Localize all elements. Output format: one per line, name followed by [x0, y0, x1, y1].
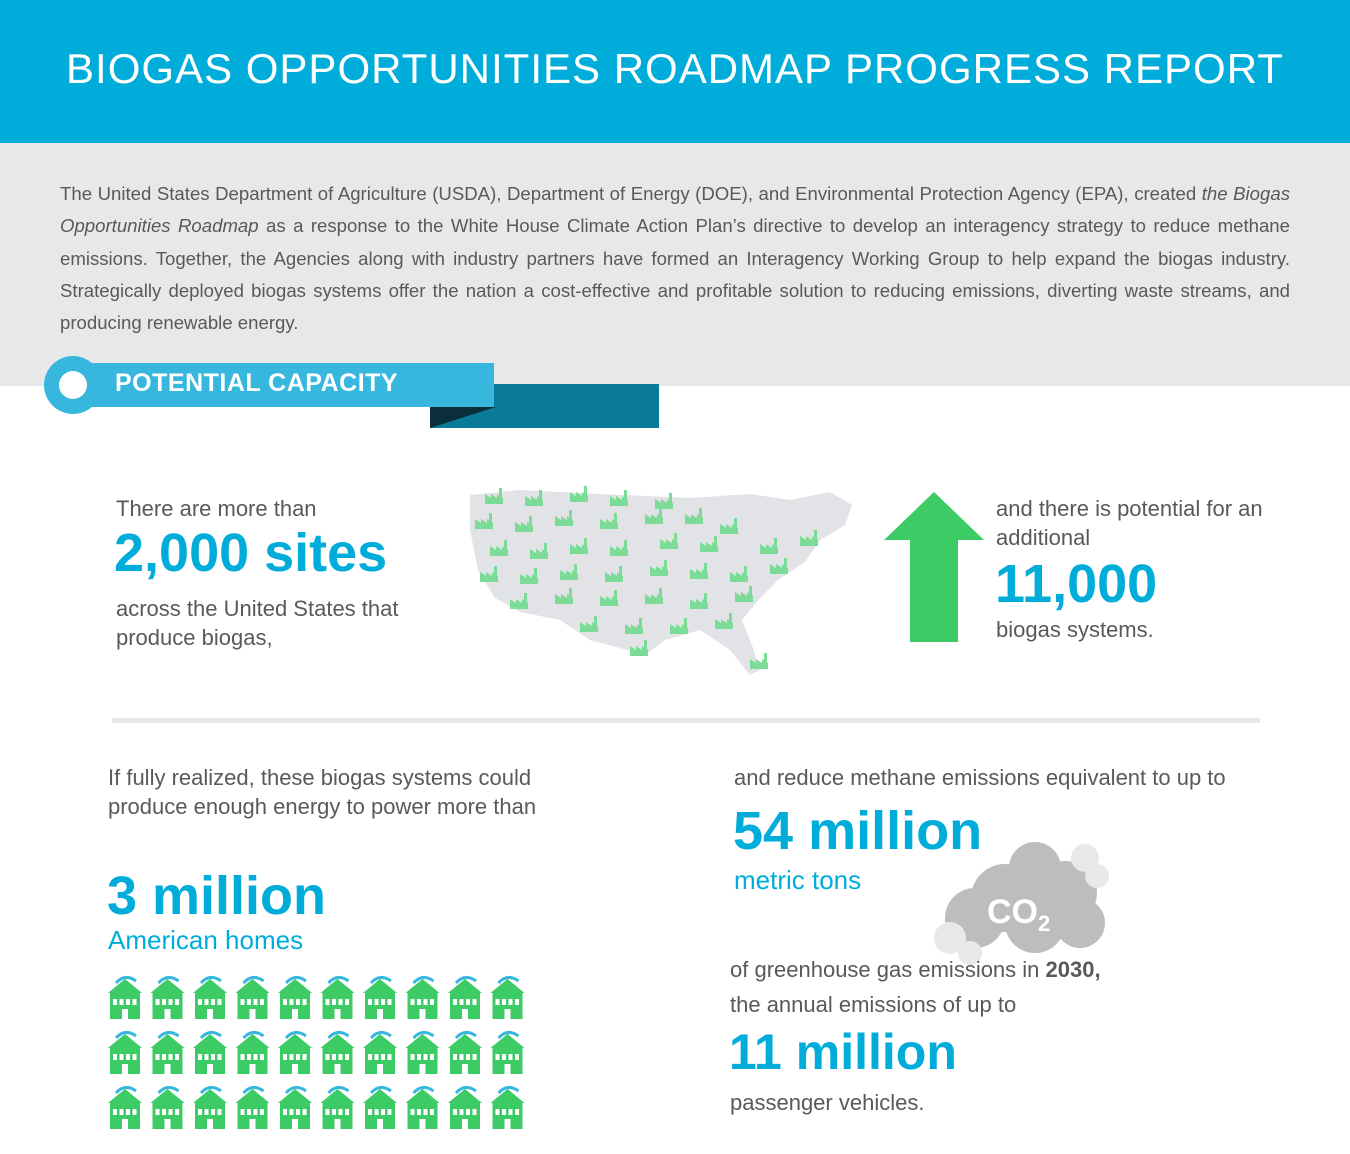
ghg-text: of greenhouse gas emissions in [730, 957, 1046, 982]
homes-intro-text: If fully realized, these biogas systems could produce enough energy to power more than [108, 765, 537, 819]
section-title: POTENTIAL CAPACITY [115, 369, 399, 397]
house-icon [278, 1087, 312, 1129]
co2-label: CO [987, 893, 1038, 931]
house-icon [236, 977, 270, 1019]
house-icon [363, 1032, 397, 1074]
house-icon [151, 977, 185, 1019]
page-title: BIOGAS OPPORTUNITIES ROADMAP PROGRESS REPORT [66, 45, 1284, 92]
house-icon [151, 1087, 185, 1129]
house-icon [278, 977, 312, 1019]
sites-number: 2,000 sites [114, 523, 388, 583]
homes-grid-icons [106, 973, 536, 1133]
factory-icon [570, 486, 588, 502]
vehicles-number: 11 million [729, 1024, 957, 1080]
house-icon [448, 1032, 482, 1074]
ghg-intro-text [730, 955, 1101, 984]
house-icon [151, 1032, 185, 1074]
section-divider [112, 718, 1260, 723]
house-icon [491, 977, 525, 1019]
section-badge-fold [430, 407, 496, 428]
house-icon [193, 1032, 227, 1074]
house-icon [193, 977, 227, 1019]
co2-subscript: 2 [1038, 911, 1051, 936]
house-icon [321, 1087, 355, 1129]
house-icon [406, 1032, 440, 1074]
house-icon [363, 977, 397, 1019]
methane-intro-text: and reduce methane emissions equivalent to up to [734, 765, 1226, 790]
vehicles-description: passenger vehicles. [730, 1090, 925, 1115]
house-icon [406, 977, 440, 1019]
house-icon [108, 1032, 142, 1074]
intro-paragraph [60, 178, 1290, 339]
factory-icon [610, 490, 628, 506]
factory-icon [485, 488, 503, 504]
ghg-year: 2030, [1045, 957, 1101, 982]
intro-text-italic: the Biogas Opportunities Roadmap [60, 183, 1290, 237]
us-map-factories-icon [460, 470, 860, 685]
house-icon [363, 1087, 397, 1129]
potential-intro-text: and there is potential for an additional [996, 496, 1263, 550]
house-icon [278, 1032, 312, 1074]
co2-cloud-icon [915, 838, 1115, 968]
house-icon [491, 1032, 525, 1074]
house-icons [108, 977, 525, 1129]
potential-number: 11,000 [995, 554, 1158, 614]
ghg-line-two: the annual emissions of up to [730, 992, 1017, 1017]
methane-unit: metric tons [734, 865, 862, 895]
house-icon [108, 1087, 142, 1129]
house-icon [406, 1087, 440, 1129]
intro-text-after: as a response to the White House Climate Action Plan’s directive to develop an interagency strategy to reduce methane emissions. Together, the Agencies along with industry partners have formed an Interagency Working Group to help expand the biogas industry. Strategically deployed biogas systems offer the nation a cost-effective and profitable solution to reducing emissions, diverting waste streams, and producing renewable energy. [60, 215, 1290, 334]
house-icon [236, 1032, 270, 1074]
house-icon [193, 1087, 227, 1129]
house-icon [236, 1087, 270, 1129]
sites-intro-text: There are more than [116, 496, 317, 521]
factory-icon [655, 493, 673, 509]
intro-text-before: The United States Department of Agriculture (USDA), Department of Energy (DOE), and Environmental Protection Agency (EPA), created [60, 183, 1202, 204]
potential-description: biogas systems. [996, 617, 1154, 642]
house-icon [491, 1087, 525, 1129]
house-icon [448, 1087, 482, 1129]
house-icon [321, 1032, 355, 1074]
house-icon [108, 977, 142, 1019]
house-icon [321, 977, 355, 1019]
sites-description: across the United States that produce biogas, [116, 596, 399, 650]
homes-number: 3 million [107, 866, 327, 926]
section-badge-dot [59, 371, 87, 399]
green-up-arrow-icon [884, 492, 984, 642]
methane-number: 54 million [733, 801, 983, 861]
homes-description: American homes [108, 925, 304, 955]
house-icon [448, 977, 482, 1019]
